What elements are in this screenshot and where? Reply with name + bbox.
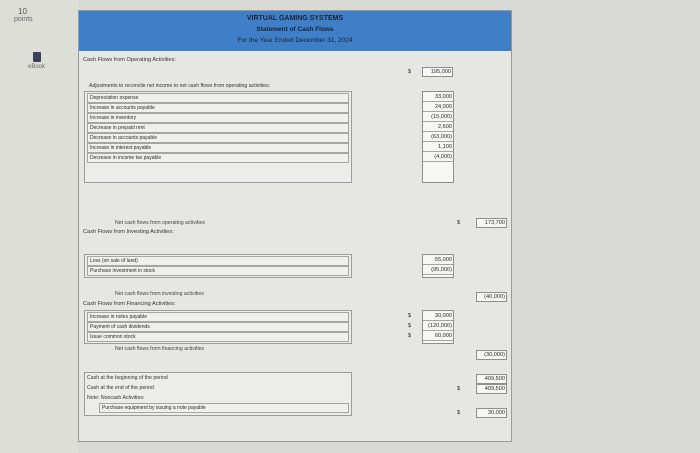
financing-item-value[interactable]: 30,000	[423, 312, 453, 321]
financing-labels-box	[84, 310, 352, 344]
cash-beginning-label: Cash at the beginning of the period	[87, 375, 168, 381]
operating-item-label[interactable]: Decrease in accounts payable	[87, 133, 349, 143]
financing-item-value[interactable]: (120,000)	[423, 322, 453, 331]
company-name: VIRTUAL GAMING SYSTEMS	[246, 15, 344, 22]
financing-item-value[interactable]: 60,000	[423, 332, 453, 341]
net-income-dollar: $	[408, 69, 412, 75]
cash-flow-worksheet	[78, 10, 512, 442]
adjustments-label: Adjustments to reconcile net income to net cash flows from operating activities:	[89, 83, 271, 89]
financing-item-label[interactable]: Issue common stock	[87, 332, 349, 342]
operating-item-value[interactable]: (63,000)	[423, 133, 453, 142]
financing-dollar: $	[408, 333, 412, 339]
operating-item-value[interactable]: 33,000	[423, 93, 453, 102]
operating-item-label[interactable]: Decrease in prepaid rent	[87, 123, 349, 133]
operating-item-label[interactable]: Depreciation expense	[87, 93, 349, 103]
investing-heading: Cash Flows from Investing Activities:	[83, 229, 174, 235]
net-operating-value[interactable]: 173,700	[476, 218, 507, 228]
points-value: 10	[18, 7, 27, 16]
financing-heading: Cash Flows from Financing Activities:	[83, 301, 176, 307]
financing-item-label[interactable]: Increase in notes payable	[87, 312, 349, 322]
noncash-item-label[interactable]: Purchase equipment by issuing a note payable	[99, 403, 349, 413]
investing-item-label[interactable]: Purchase investment in stock	[87, 266, 349, 276]
investing-labels-box	[84, 254, 352, 278]
noncash-dollar: $	[457, 410, 461, 416]
investing-item-value[interactable]: (95,000)	[423, 266, 453, 275]
cash-end-value[interactable]: 409,500	[476, 384, 507, 394]
operating-heading: Cash Flows from Operating Activities:	[83, 57, 176, 63]
net-operating-label: Net cash flows from operating activities	[115, 220, 205, 226]
ebook-label[interactable]: eBook	[28, 64, 46, 70]
operating-item-label[interactable]: Increase in inventory	[87, 113, 349, 123]
financing-item-label[interactable]: Payment of cash dividends	[87, 322, 349, 332]
net-investing-value[interactable]: (40,000)	[476, 292, 507, 302]
operating-item-value[interactable]: (15,000)	[423, 113, 453, 122]
operating-item-label[interactable]: Increase in accounts payable	[87, 103, 349, 113]
cash-end-label: Cash at the end of the period	[87, 385, 154, 391]
statement-header	[79, 11, 511, 51]
investing-item-label[interactable]: Loss (on sale of land)	[87, 256, 349, 266]
investing-item-value[interactable]: 55,000	[423, 256, 453, 265]
noncash-item-value[interactable]: 30,000	[476, 408, 507, 418]
financing-dollar: $	[408, 313, 412, 319]
statement-period: For the Year Ended December 31, 2024	[237, 37, 353, 44]
operating-item-value[interactable]: 2,600	[423, 123, 453, 132]
points-label: points	[14, 16, 33, 23]
financing-values-column	[422, 310, 454, 344]
noncash-heading: Note: Noncash Activities:	[87, 395, 145, 401]
net-income-value[interactable]: 195,000	[422, 67, 453, 77]
net-financing-value[interactable]: (30,000)	[476, 350, 507, 360]
ebook-icon[interactable]	[33, 52, 41, 62]
net-investing-label: Net cash flows from investing activities	[115, 291, 204, 297]
operating-item-value[interactable]: 24,000	[423, 103, 453, 112]
investing-values-column	[422, 254, 454, 278]
net-operating-dollar: $	[457, 220, 461, 226]
cash-end-dollar: $	[457, 386, 461, 392]
cash-labels-box	[84, 372, 352, 416]
operating-labels-box	[84, 91, 352, 183]
financing-dollar: $	[408, 323, 412, 329]
statement-title: Statement of Cash Flows	[256, 26, 334, 33]
operating-item-label[interactable]: Decrease in income tax payable	[87, 153, 349, 163]
net-financing-label: Net cash flows from financing activities	[115, 346, 205, 352]
operating-item-label[interactable]: Increase in interest payable	[87, 143, 349, 153]
operating-item-value[interactable]: 1,100	[423, 143, 453, 152]
operating-values-column	[422, 91, 454, 183]
operating-item-value[interactable]: (4,000)	[423, 153, 453, 162]
question-sidebar	[0, 0, 78, 453]
cash-beginning-value[interactable]: 409,500	[476, 374, 507, 384]
